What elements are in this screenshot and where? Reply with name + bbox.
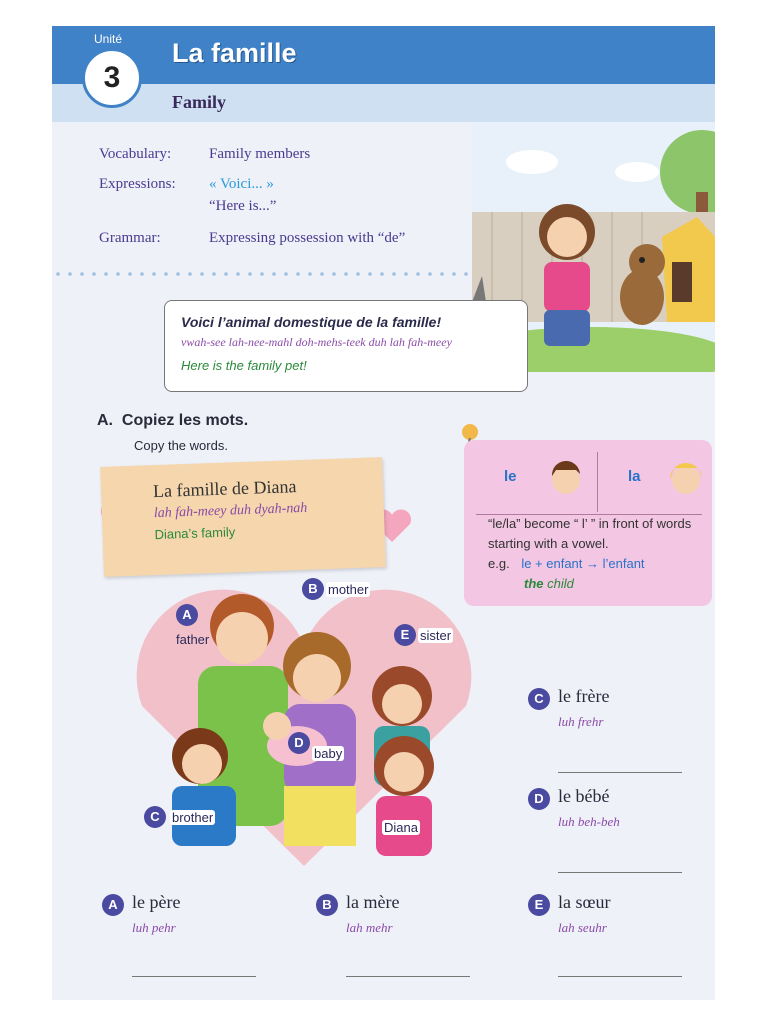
tip-example-child: child [547,576,574,591]
word-c-marker: C [528,688,550,710]
label-d-marker: D [288,732,310,754]
tip-eg: e.g. [488,556,510,571]
write-line-c[interactable] [558,772,682,773]
label-sister: sister [420,628,452,643]
tip-rule: “le/la” become “ l’ ” in front of words starting with a vowel. [488,516,692,551]
label-e-marker: E [394,624,416,646]
speech-bubble [164,300,528,392]
unit-label: Unité [94,32,123,46]
unit-banner [52,26,715,84]
tip-text [488,514,708,594]
word-le-frere: le frère [558,686,610,706]
grammar-value: Expressing possession with “de” [209,230,406,246]
label-diana: Diana [384,820,418,835]
word-la-mere: la mère [346,892,400,912]
label-a-marker: A [176,604,198,626]
label-c-marker: C [144,806,166,828]
pron-le-frere: luh frehr [558,714,604,729]
word-le-pere: le père [132,892,181,912]
expressions-value-english: “Here is...” [209,198,277,214]
girl-face-icon [666,456,706,500]
pron-la-mere: lah mehr [346,920,393,935]
label-father: father [176,632,210,647]
grammar-key: Grammar: [99,230,161,246]
pron-la-soeur: lah seuhr [558,920,607,935]
boy-face-icon [546,456,586,500]
tip-example-en [524,574,708,594]
section-subtitle: Copy the words. [134,438,228,453]
write-line-b[interactable] [346,976,470,977]
note-english: Diana’s family [154,524,236,543]
section-letter: A. [97,412,113,429]
write-line-d[interactable] [558,872,682,873]
word-a-marker: A [102,894,124,916]
section-a-heading [97,412,248,430]
le-la-header [476,452,702,515]
bubble-pronunciation: vwah-see lah-nee-mahl doh-mehs-teek duh lah fah-meey [181,335,452,349]
unit-number: 3 [82,48,142,108]
dotted-divider [52,272,472,276]
word-e-marker: E [528,894,550,916]
expressions-value: « Voici... » [209,176,274,192]
grammar-tip-box [464,440,712,606]
note-pronunciation: lah fah-meey duh dyah-nah [153,500,308,522]
tip-example-fr: le + enfant → l’enfant [521,556,645,571]
write-line-e[interactable] [558,976,682,977]
word-le-bebe: le bébé [558,786,610,806]
label-mother: mother [328,582,369,597]
tip-divider [597,452,598,512]
vocabulary-key: Vocabulary: [99,146,172,162]
label-brother: brother [172,810,214,825]
word-la-soeur: la sœur [558,892,611,912]
expressions-key: Expressions: [99,176,176,192]
label-baby: baby [314,746,343,761]
tip-la: la [628,468,641,485]
pron-le-bebe: luh beh-beh [558,814,620,829]
pron-le-pere: luh pehr [132,920,176,935]
write-line-a[interactable] [132,976,256,977]
word-d-marker: D [528,788,550,810]
note-title: La famille de Diana [152,476,297,502]
subtitle-band [52,84,715,122]
speech-bubble-tail [472,276,486,302]
vocabulary-value: Family members [209,146,311,162]
bubble-english: Here is the family pet! [181,358,307,373]
workbook-page [52,26,715,1000]
label-b-marker: B [302,578,324,600]
tip-le: le [504,468,517,485]
word-b-marker: B [316,894,338,916]
tip-example-row [488,554,708,574]
sticky-note [100,457,386,577]
section-title: Copiez les mots. [121,412,249,429]
unit-title: La famille [172,38,297,68]
tip-example-the: the [524,576,544,591]
bubble-french: Voici l’animal domestique de la famille! [181,314,442,330]
unit-subtitle: Family [172,92,226,112]
